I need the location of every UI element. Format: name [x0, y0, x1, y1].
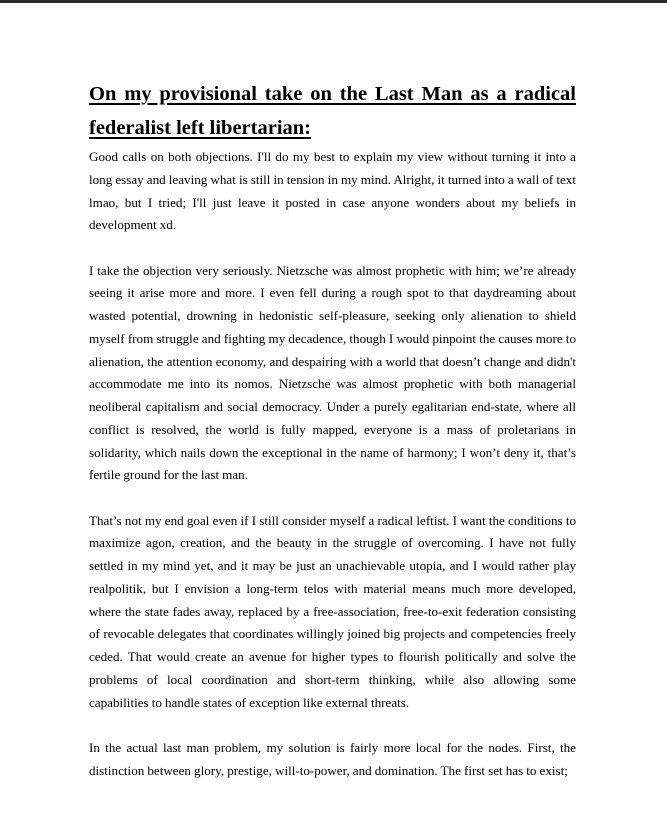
document-title-text: On my provisional take on the Last Man as a radical federalist left libertarian:: [89, 83, 576, 139]
paragraph-local-solution: In the actual last man problem, my solution is fairly more local for the nodes. First, the distinction between glory, prestige, will-to-power, and domination. The first set has to exist;: [89, 739, 576, 778]
document-page: [89, 77, 576, 782]
paragraph-end-goal: That’s not my end goal even if I still consider myself a radical leftist. I want the conditions to maximize agon, creation, and the beauty in the struggle of overcoming. I have not fully settled in my mind yet, and it may be just an unachievable utopia, and I would rather play realpolitik, but I envision a long-term telos with material means much more developed, where the state fades away, replaced by a free-association, free-to-exit federation consisting of revocable delegates that coordinates willingly joined big projects and competencies freely ceded. That would create an avenue for higher types to flourish politically and solve the problems of local coordination and short-term thinking, while also allowing some capabilities to handle states of exception like external threats.: [89, 512, 576, 710]
paragraph-last-man-objection: I take the objection very seriously. Nietzsche was almost prophetic with him; we’re already seeing it arise more and more. I even fell during a rough spot to that daydreaming about wasted potential, drowning in hedonistic self-pleasure, seeking only alienation to shield myself from struggle and fighting my decadence, though I would pinpoint the causes more to alienation, the attention economy, and despairing with a world that doesn’t change and didn't accommodate me into its nomos. Nietzsche was almost prophetic with both managerial neoliberal capitalism and social democracy. Under a purely egalitarian end-state, where all conflict is resolved, the world is fully mapped, everyone is a mass of proletarians in solidarity, which nails down the exceptional in the name of harmony; I won’t deny it, that’s fertile ground for the last man.: [89, 262, 576, 483]
window-top-border: [0, 0, 667, 3]
document-title: [89, 77, 576, 145]
paragraph-objections: Good calls on both objections. I'll do my best to explain my view without turning it into a long essay and leaving what is still in tension in my mind. Alright, it turned into a wall of text lmao, but I tried; I'll just leave it posted in case anyone wonders about my beliefs in development xd.: [89, 149, 576, 233]
